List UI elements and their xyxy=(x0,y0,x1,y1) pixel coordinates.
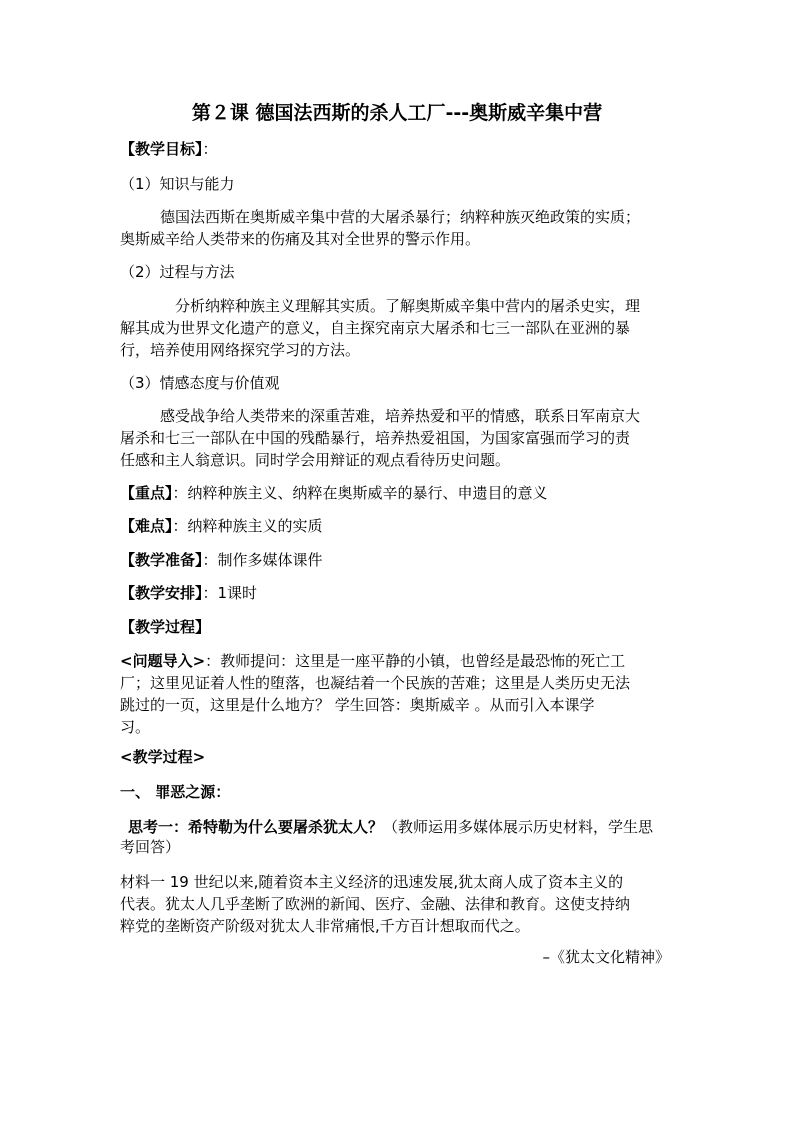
arrangement-label: 【教学安排】 xyxy=(120,584,203,602)
key-point-text: ：纳粹种族主义、纳粹在奥斯威辛的暴行、申遗目的意义 xyxy=(172,484,548,502)
think-one-label: 思考一：希特勒为什么要屠杀犹太人？ xyxy=(128,818,384,836)
difficulty-label: 【难点】 xyxy=(120,517,173,535)
think-one-line-1 xyxy=(128,817,653,837)
emotion-line-2: 屠杀和七三一部队在中国的残酷暴行，培养热爱祖国，为国家富强而学习的责 xyxy=(120,429,631,447)
intro-line-3: 跳过的一页，这里是什么地方？ 学生回答：奥斯威辛 。从而引入本课学 xyxy=(120,696,595,714)
preparation-label: 【教学准备】 xyxy=(120,551,203,569)
process-line-2: 解其成为世界文化遗产的意义，自主探究南京大屠杀和七三一部队在亚洲的暴 xyxy=(120,319,631,337)
knowledge-line-2: 奥斯威辛给人类带来的伤痛及其对全世界的警示作用。 xyxy=(120,230,481,248)
section-process-title: （2）过程与方法 xyxy=(120,263,235,281)
think-one-line-2: 考回答） xyxy=(120,838,181,856)
lesson-title: 第２课 德国法西斯的杀人工厂---奥斯威辛集中营 xyxy=(191,102,603,124)
material-one-source: –《犹太文化精神》 xyxy=(542,948,670,966)
intro-label: <问题导入> xyxy=(120,652,206,670)
process-line-1: 分析纳粹种族主义理解其实质。了解奥斯威辛集中营内的屠杀史实，理 xyxy=(175,297,641,315)
objectives-heading xyxy=(120,139,218,159)
section-emotion-title: （3）情感态度与价值观 xyxy=(120,374,280,392)
objectives-colon: ： xyxy=(202,140,218,158)
process-subheading: <教学过程> xyxy=(120,748,206,766)
material-one-line-1: 材料一 19 世纪以来,随着资本主义经济的迅速发展,犹太商人成了资本主义的 xyxy=(120,873,624,891)
section-one-heading: 一、 罪恶之源： xyxy=(120,783,231,801)
preparation xyxy=(120,550,323,570)
intro-line-2: 厂；这里见证着人性的堕落，也凝结着一个民族的苦难；这里是人类历史无法 xyxy=(120,674,631,692)
knowledge-line-1: 德国法西斯在奥斯威辛集中营的大屠杀暴行；纳粹种族灭绝政策的实质； xyxy=(160,208,641,226)
arrangement-text: ：1课时 xyxy=(202,584,258,602)
objectives-label: 【教学目标】 xyxy=(120,140,203,158)
section-knowledge-title: （1）知识与能力 xyxy=(120,175,235,193)
key-point-label: 【重点】 xyxy=(120,484,173,502)
intro-text: ：教师提问：这里是一座平静的小镇，也曾经是最恐怖的死亡工 xyxy=(205,652,626,670)
process-line-3: 行，培养使用网络探究学习的方法。 xyxy=(120,341,361,359)
difficulty xyxy=(120,516,323,536)
emotion-line-1: 感受战争给人类带来的深重苦难，培养热爱和平的情感，联系日军南京大 xyxy=(160,407,641,425)
preparation-text: ：制作多媒体课件 xyxy=(202,551,323,569)
process-heading: 【教学过程】 xyxy=(120,618,211,636)
emotion-line-3: 任感和主人翁意识。同时学会用辩证的观点看待历史问题。 xyxy=(120,451,511,469)
difficulty-text: ：纳粹种族主义的实质 xyxy=(172,517,323,535)
intro-line-4: 习。 xyxy=(120,718,151,736)
key-point xyxy=(120,483,548,503)
arrangement xyxy=(120,583,257,603)
think-one-tail: （教师运用多媒体展示历史材料，学生思 xyxy=(383,818,654,836)
intro-line-1 xyxy=(120,651,625,671)
material-one-line-2: 代表。犹太人几乎垄断了欧洲的新闻、医疗、金融、法律和教育。这使支持纳 xyxy=(120,895,631,913)
material-one-line-3: 粹党的垄断资产阶级对犹太人非常痛恨,千方百计想取而代之。 xyxy=(120,917,530,935)
